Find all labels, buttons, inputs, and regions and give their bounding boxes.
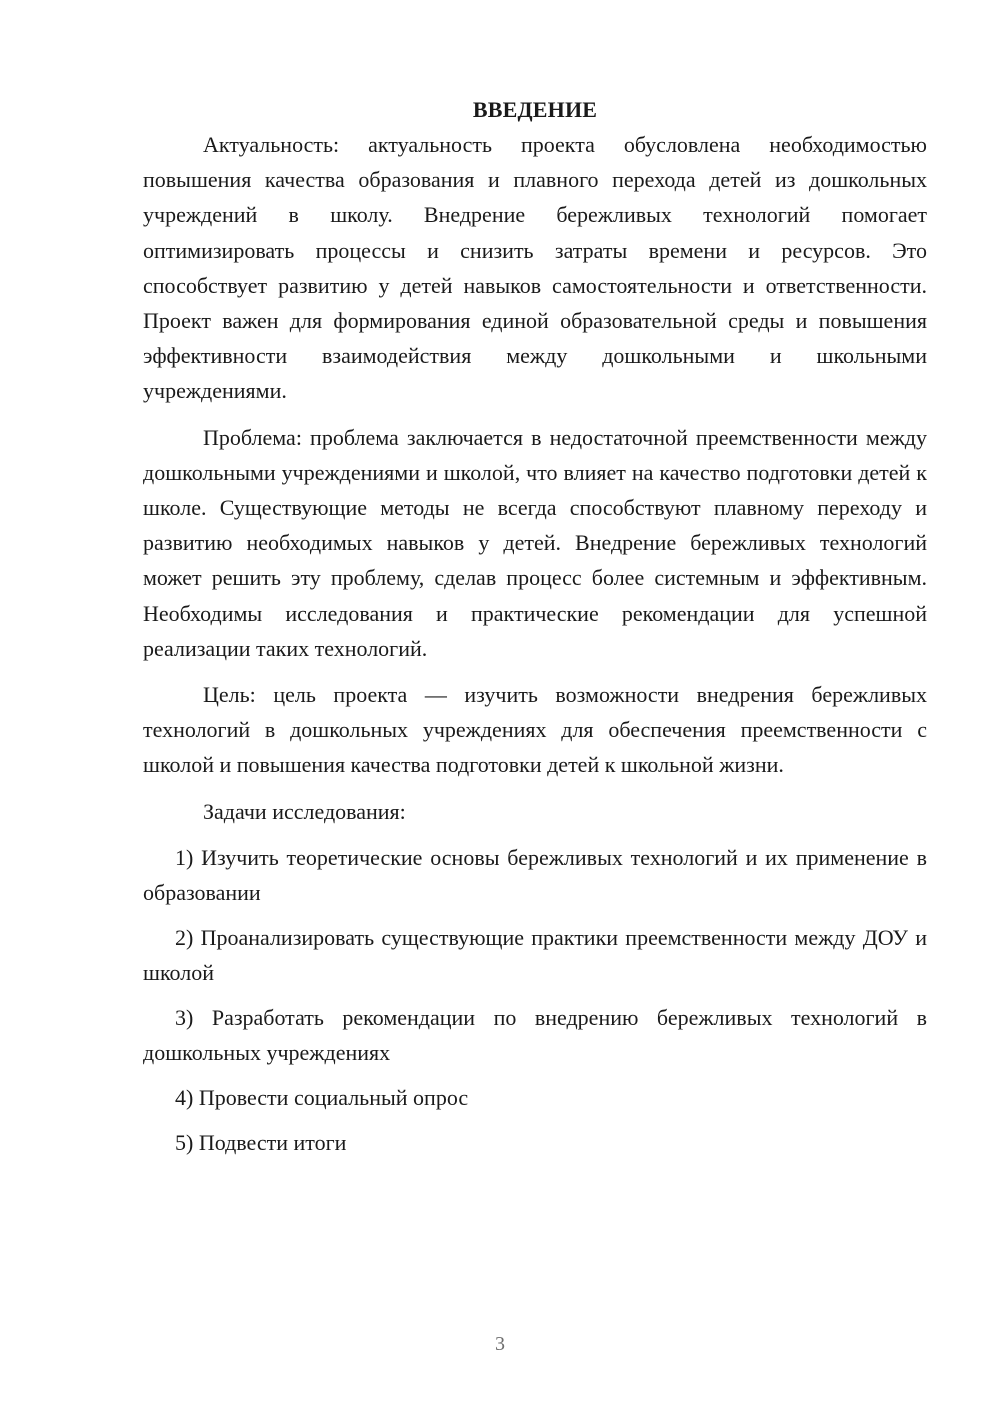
- task-item-4: 4) Провести социальный опрос: [175, 1084, 469, 1110]
- paragraph-problem: Проблема: проблема заключается в недостаточной преемственности между дошкольными учреждениями и школой, что влияет на качество подготовки детей к школе. Существующие методы не всегда способствуют плавному переходу и развитию необходимых навыков у детей. Внедрение бережливых технологий может решить эту проблему, сделав процесс более системным и эффективным. Необходимы исследования и практические рекомендации для успешной реализации таких технологий.: [143, 424, 927, 661]
- page-number: 3: [495, 1333, 505, 1355]
- task-item-3: 3) Разработать рекомендации по внедрению бережливых технологий в дошкольных учреждениях: [143, 1004, 927, 1065]
- document-page: [143, 92, 927, 1160]
- section-title: ВВЕДЕНИЕ: [472, 97, 598, 122]
- paragraph-goal: Цель: цель проекта — изучить возможности внедрения бережливых технологий в дошкольных учреждениях для обеспечения преемственности с школой и повышения качества подготовки детей к школьной жизни.: [143, 682, 927, 778]
- task-item-2: 2) Проанализировать существующие практики преемственности между ДОУ и школой: [143, 924, 927, 985]
- task-item-5: 5) Подвести итоги: [175, 1129, 347, 1155]
- tasks-list: [143, 840, 927, 1160]
- task-item-1: 1) Изучить теоретические основы бережливых технологий и их применение в образовании: [143, 844, 927, 905]
- tasks-heading: Задачи исследования:: [203, 798, 406, 824]
- paragraph-relevance: Актуальность: актуальность проекта обусловлена необходимостью повышения качества образования и плавного перехода детей из дошкольных учреждений в школу. Внедрение бережливых технологий помогает оптимизировать процессы и снизить затраты времени и ресурсов. Это способствует развитию у детей навыков самостоятельности и ответственности. Проект важен для формирования единой образовательной среды и повышения эффективности взаимодействия между дошкольными и школьными учреждениями.: [143, 132, 927, 404]
